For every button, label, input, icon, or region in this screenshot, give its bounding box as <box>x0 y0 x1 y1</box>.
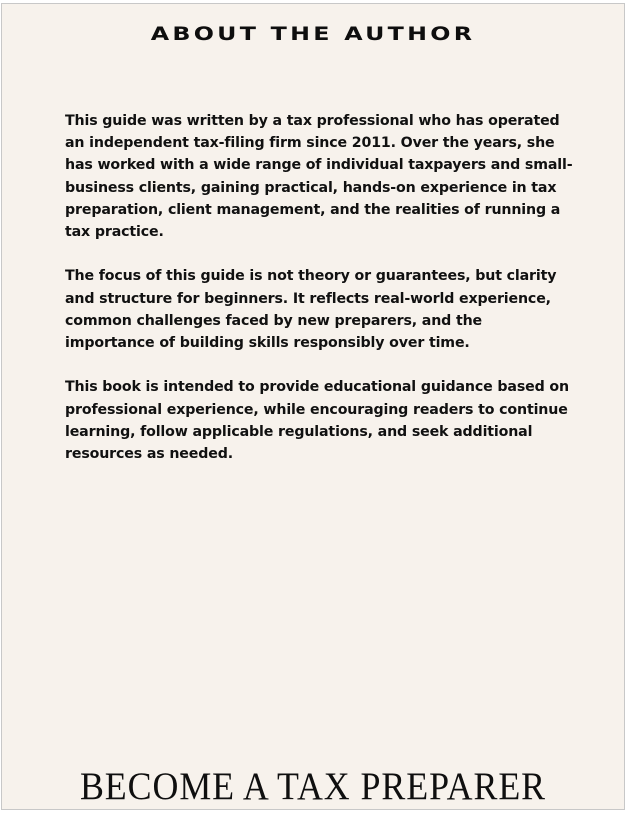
paragraph-focus: The focus of this guide is not theory or guarantees, but clarity and structure for beginners. It reflects real-world experience, common challenges faced by new preparers, and the importance of building skills responsibly over time. <box>65 268 557 352</box>
document-page <box>1 3 625 810</box>
book-title-footer: BECOME A TAX PREPARER <box>79 765 547 808</box>
paragraph-intent: This book is intended to provide educational guidance based on professional experience, while encouraging readers to continue learning, follow applicable regulations, and seek additional resources as needed. <box>65 379 569 463</box>
paragraph-background: This guide was written by a tax professional who has operated an independent tax-filing firm since 2011. Over the years, she has worked with a wide range of individual taxpayers and small-business clients, gaining practical, hands-on experience in tax preparation, client management, and the realities of running a tax practice. <box>65 113 573 241</box>
author-bio <box>65 110 575 487</box>
page-title: ABOUT THE AUTHOR <box>150 23 476 45</box>
